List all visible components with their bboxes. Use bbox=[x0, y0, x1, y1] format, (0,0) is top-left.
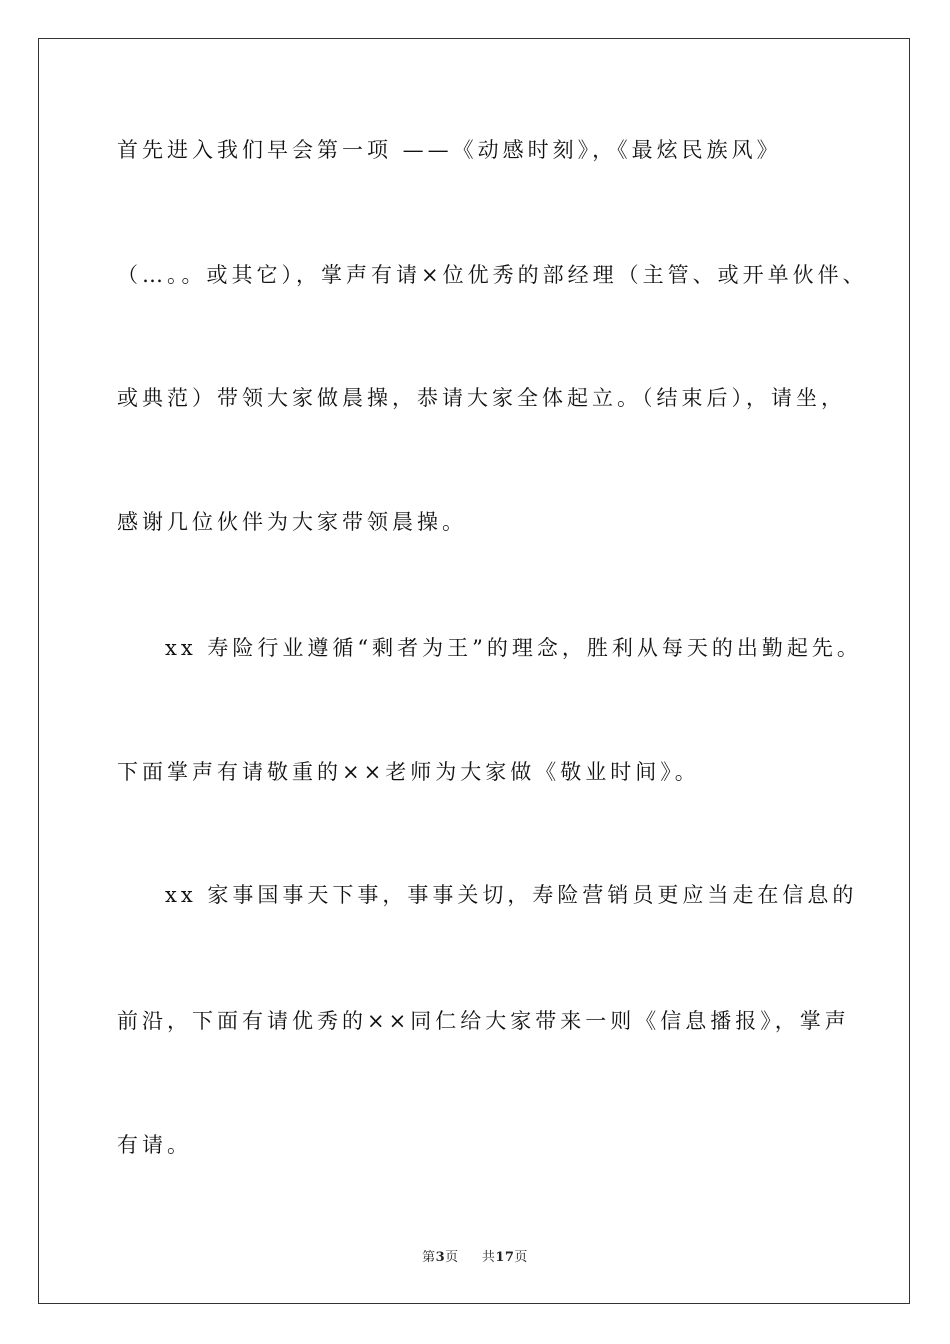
total-label-suffix: 页 bbox=[514, 1250, 528, 1265]
total-label-prefix: 共 bbox=[481, 1250, 496, 1265]
page-border bbox=[38, 38, 910, 1304]
paragraph-line-9: 有请。 bbox=[117, 1133, 192, 1157]
paragraph-line-4: 感谢几位伙伴为大家带领晨操。 bbox=[117, 510, 467, 534]
total-pages-number: 17 bbox=[495, 1250, 515, 1265]
page-label-prefix: 第 bbox=[422, 1250, 436, 1265]
paragraph-line-8: 前沿，下面有请优秀的××同仁给大家带来一则《信息播报》，掌声 bbox=[117, 1009, 850, 1033]
paragraph-line-6: 下面掌声有请敬重的××老师为大家做《敬业时间》。 bbox=[117, 760, 700, 784]
paragraph-line-3: 或典范）带领大家做晨操，恭请大家全体起立。（结束后），请坐， bbox=[117, 386, 846, 410]
paragraph-line-5: xx 寿险行业遵循“剩者为王”的理念，胜利从每天的出勤起先。 bbox=[165, 636, 862, 660]
paragraph-line-2: （…。。或其它），掌声有请×位优秀的部经理（主管、或开单伙伴、 bbox=[117, 263, 868, 287]
page-footer bbox=[0, 1246, 950, 1265]
page-label-suffix: 页 bbox=[445, 1250, 459, 1265]
paragraph-line-1: 首先进入我们早会第一项 ——《动感时刻》，《最炫民族风》 bbox=[117, 138, 782, 162]
current-page-number: 3 bbox=[435, 1250, 446, 1265]
paragraph-line-7: xx 家事国事天下事，事事关切，寿险营销员更应当走在信息的 bbox=[165, 883, 858, 907]
